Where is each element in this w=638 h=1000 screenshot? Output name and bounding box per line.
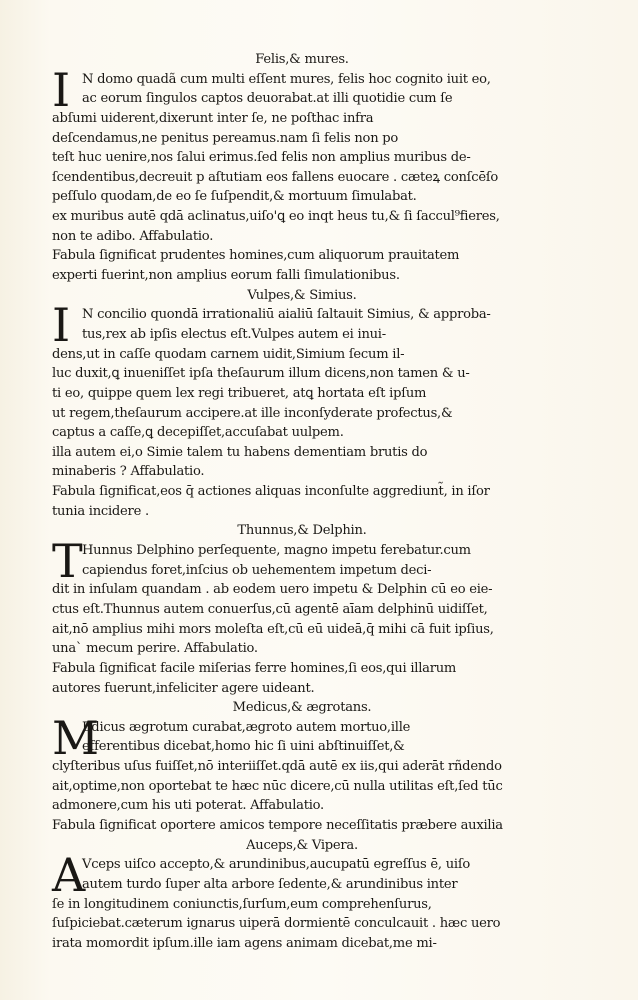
fable-title: Medicus,& ægrotans. (232, 700, 372, 716)
text-line: una` mecum perire. Affabulatio. (52, 641, 258, 657)
text-line: I N concilio quondā irrationaliū aialiū ſaltauit Simius, & approba- (52, 298, 491, 353)
drop-cap: A (52, 848, 85, 903)
text-line: ſuſpiciebat.cæterum ignarus uiperā dormientē conculcauit . hæc uero (52, 916, 501, 932)
text-line: dens,ut in caſſe quodam carnem uidit,Simium ſecum il- (52, 346, 405, 362)
text-line: capiendus foret,inſcius ob uehementem impetum deci- (82, 562, 432, 578)
fable-title: Auceps,& Vipera. (246, 837, 358, 853)
text-line: ac eorum ſingulos captos deuorabat.at illi quotidie cum ſe (82, 91, 453, 107)
text-line: Fabula ſignificat prudentes homines,cum aliquorum prauitatem (52, 248, 460, 264)
text-line: M Edicus ægrotum curabat,ægroto autem mortuo,ille (52, 710, 411, 765)
text-line: captus a caſſe,ꝗ decepiſſet,accuſabat uulpem. (52, 425, 344, 441)
text-line: ait,optime,non oportebat te hæc nūc dicere,cū nulla utilitas eſt,ſed tūc (52, 778, 503, 794)
text-line: admonere,cum his uti poterat. Affabulatio. (52, 798, 324, 814)
text-line: experti fuerint,non amplius eorum falli ſimulationibus. (52, 268, 400, 284)
fable-title: Felis,& mures. (255, 52, 349, 67)
fable-title: Thunnus,& Delphin. (237, 523, 367, 539)
text-line: ait,nō amplius mihi mors moleſta eſt,cū eū uideā,q̄ mihi cā fuit ipſius, (52, 621, 494, 637)
text-line: peſſulo quodam,de eo ſe ſuſpendit,& mortuum ſimulabat. (52, 189, 417, 205)
text-line: Fabula ſignificat,eos q̄ actiones aliquas inconſulte aggrediunt̃, in iſor (52, 484, 490, 500)
text-line: abſumi uiderent,dixerunt inter ſe, ne poſthac infra (52, 110, 374, 126)
fable-title: Vulpes,& Simius. (247, 287, 357, 303)
page-text (52, 50, 552, 953)
text-line: luc duxit,ꝗ inueniſſet ipſa theſaurum illum dicens,non tamen & u- (52, 366, 470, 382)
drop-cap: M (52, 710, 99, 765)
text-line: tunia incidere . (52, 503, 149, 519)
text-line: dit in inſulam quandam . ab eodem uero impetu & Delphin cū eo eie- (52, 582, 493, 598)
text-line: A Vceps uiſco accepto,& arundinibus,aucupatū egreſſus ē, uiſo (52, 848, 471, 903)
text-line: I N domo quadã cum multi eſſent mures, felis hoc cognito iuit eo, (52, 62, 491, 117)
text-line: Fabula ſignificat facile miſerias ferre homines,ſi eos,qui illarum (52, 660, 457, 676)
drop-cap: I (52, 62, 70, 117)
text-line: ſcendentibus,decreuit p aſtutiam eos fallens euocare . cæteꝝ conſcēſo (52, 169, 499, 185)
text-line: ctus eſt.Thunnus autem conuerſus,cū agentē aīam delphinū uidiſſet, (52, 601, 488, 617)
text-line: clyſteribus uſus fuiſſet,nō interiiſſet.qdā autē ex iis,qui aderāt rñdendo (52, 759, 502, 775)
text-line: irata momordit ipſum.ille iam agens animam dicebat,me mi- (52, 935, 437, 951)
drop-cap: I (52, 298, 70, 353)
text-line: ti eo, quippe quem lex regi tribueret, atꝗ hortata eſt ipſum (52, 385, 427, 401)
text-line: tus,rex ab ipſis electus eſt.Vulpes autem ei inui- (82, 326, 386, 342)
text-line: minaberis ? Affabulatio. (52, 464, 205, 480)
text-line: non te adibo. Affabulatio. (52, 228, 214, 244)
text-line: teſt huc uenire,nos ſalui erimus.ſed felis non amplius muribus de- (52, 150, 471, 166)
text-line: T Hunnus Delphino perſequente, magno impetu ferebatur.cum (52, 534, 471, 589)
text-line: illa autem ei,o Simie talem tu habens dementiam brutis do (52, 444, 428, 460)
text-line: autem turdo ſuper alta arbore ſedente,& arundinibus inter (82, 876, 458, 892)
text-line: ſe in longitudinem coniunctis,ſurſum,eum comprehenſurus, (52, 896, 432, 912)
text-line: ut regem,theſaurum accipere.at ille inconſyderate profectus,& (52, 405, 453, 421)
text-line: efferentibus dicebat,homo hic ſi uini abſtinuiſſet,& (82, 739, 405, 755)
text-line: Fabula ſignificat oportere amicos tempore neceſſitatis præbere auxilia (52, 817, 503, 833)
text-line: deſcendamus,ne penitus pereamus.nam ſi felis non po (52, 130, 399, 146)
text-line: ex muribus autē qdā aclinatus,uiſo'ꝗ eo inqt heus tu,& ſi ſaccul⁹fieres, (52, 209, 500, 225)
drop-cap: T (52, 534, 83, 589)
text-line: autores fuerunt,infeliciter agere uideant. (52, 680, 315, 696)
